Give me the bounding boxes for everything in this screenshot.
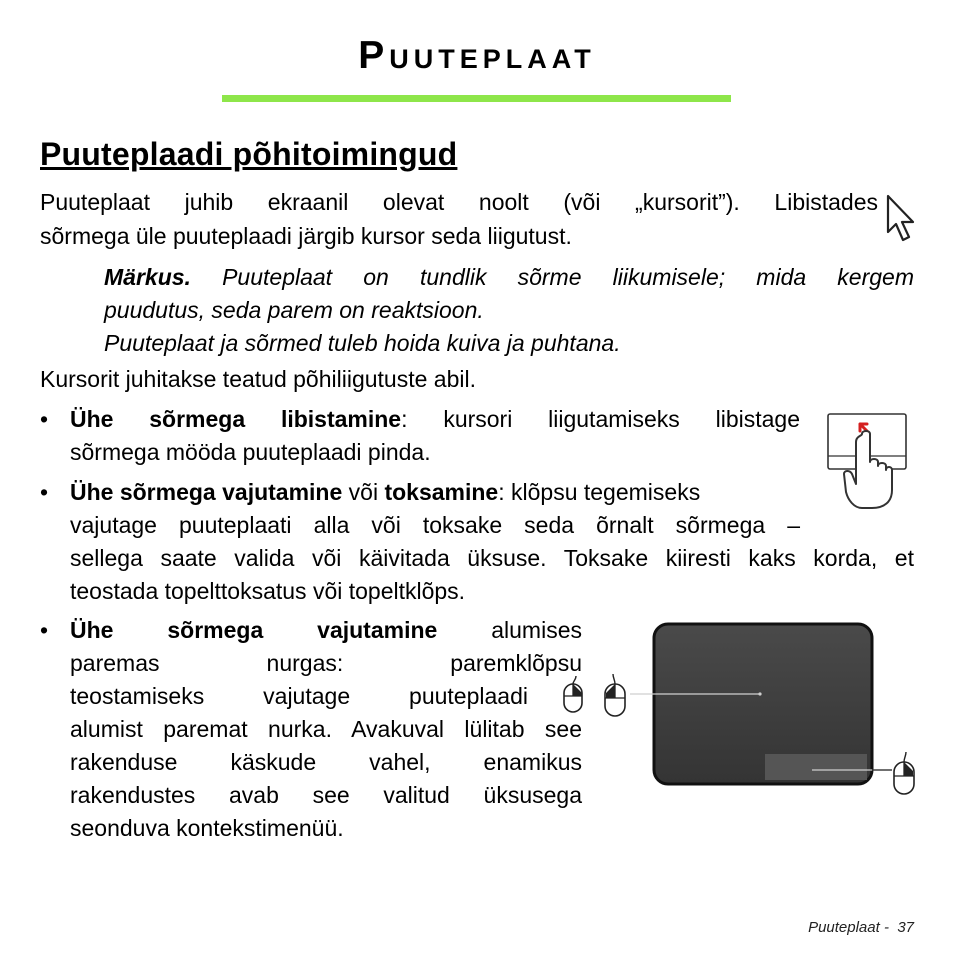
intro-line-2: sõrmega üle puuteplaadi järgib kursor seda liigutust. — [40, 223, 572, 249]
bullet-3-line-3: teostamiseks vajutage puuteplaadi — [70, 683, 528, 709]
bullet-1-line-2: sõrmega mööda puuteplaadi pinda. — [70, 439, 431, 465]
bullet-item-swipe — [70, 403, 800, 469]
mouse-right-click-icon — [562, 674, 584, 714]
bullet-1-line-1-text: : kursori liigutamiseks libistage — [401, 406, 800, 432]
title-underline — [222, 95, 731, 102]
bullet-3-line-2: paremas nurgas: paremklõpsu — [70, 650, 582, 676]
note-line-3: Puuteplaat ja sõrmed tuleb hoida kuiva ja puhtana. — [104, 330, 621, 356]
cursor-arrow-icon — [886, 194, 916, 244]
intro-line-1: Puuteplaat juhib ekraanil olevat noolt (või „kursorit”). Libistades — [40, 189, 878, 215]
bullet-2-connector: või — [342, 479, 385, 505]
note-line-1-text: Puuteplaat on tundlik sõrme liikumisele; mida kergem — [190, 264, 914, 290]
touchpad-illustration — [626, 620, 926, 800]
bullet-3-line-5: rakenduse käskude vahel, enamikus — [70, 749, 582, 775]
footer-page-number: 37 — [897, 919, 914, 936]
bullet-2-line-2: vajutage puuteplaati alla või toksake seda õrnalt sõrmega – — [70, 512, 800, 538]
bullet-3-bold: Ühe sõrmega vajutamine — [70, 617, 438, 643]
bullet-3-line-4: alumist paremat nurka. Avakuval lülitab see — [70, 716, 582, 742]
bullet-1-bold: Ühe sõrmega libistamine — [70, 406, 402, 432]
bullet-2-line-4: teostada topelttoksatus või topeltklõps. — [70, 578, 466, 604]
note-label: Märkus. — [104, 264, 191, 290]
footer-separator: - — [879, 919, 894, 936]
note-line-1 — [104, 261, 914, 294]
section-heading: Puuteplaadi põhitoimingud — [40, 136, 458, 172]
bullet-2-line-1 — [70, 476, 800, 509]
bullet-2-bold-2: toksamine — [384, 479, 499, 505]
footer-section: Puuteplaat — [808, 919, 880, 936]
mouse-left-click-icon — [603, 672, 627, 718]
bullet-2-bold: Ühe sõrmega vajutamine — [70, 479, 343, 505]
page-footer — [808, 919, 914, 936]
bullet-marker: • — [40, 617, 49, 643]
bullet-2-line-3: sellega saate valida või käivitada üksuse. Toksake kiiresti kaks korda, et — [70, 545, 914, 571]
bullet-1-line-1 — [70, 403, 800, 436]
bullet-item-press — [70, 476, 914, 608]
page-title: Puuteplaat — [358, 34, 596, 77]
mouse-right-click-icon — [892, 750, 916, 796]
bullet-3-line-6: rakendustes avab see valitud üksusega — [70, 782, 582, 808]
bullet-marker: • — [40, 406, 49, 432]
bullet-2-line-1-text: : klõpsu tegemiseks — [498, 479, 701, 505]
note-line-2: puudutus, seda parem on reaktsioon. — [104, 297, 484, 323]
bullet-marker: • — [40, 479, 49, 505]
bullet-3-line-1 — [70, 614, 582, 647]
note-block — [104, 261, 914, 360]
bullet-3-line-7: seonduva kontekstimenüü. — [70, 815, 344, 841]
bullet-3-line-1-text: alumises — [437, 617, 582, 643]
bullet-item-right-click — [70, 614, 582, 845]
lead-text: Kursorit juhitakse teatud põhiliigutuste abil. — [40, 366, 476, 392]
